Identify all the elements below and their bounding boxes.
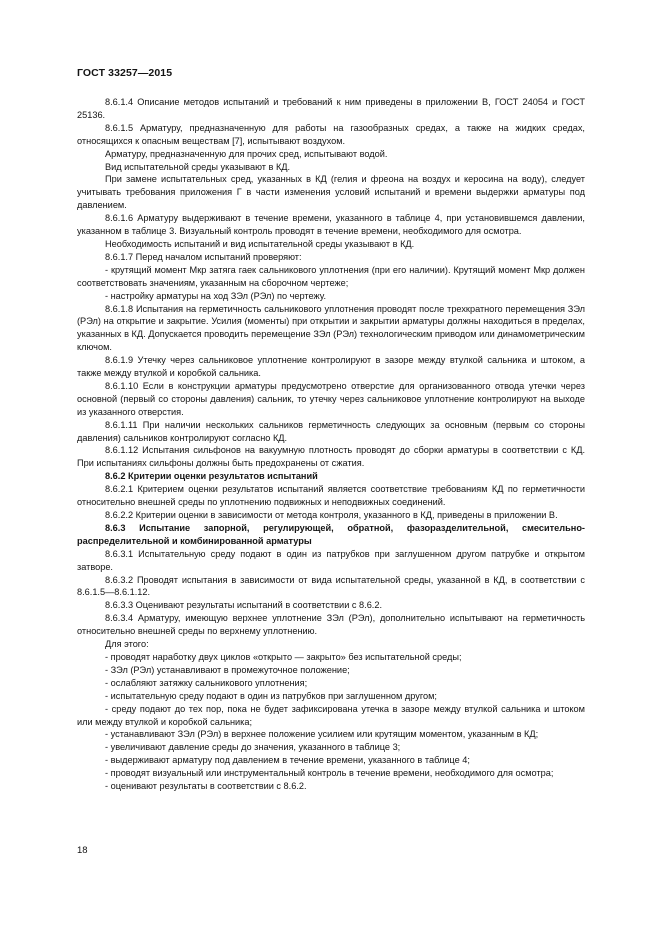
paragraph: Для этого:	[105, 639, 149, 650]
paragraph: 8.6.2.1 Критерием оценки результатов испытаний является соответствие требованиям КД по герметичности относительно внешней среды по уплотнению подвижных и неподвижных соединений.	[77, 484, 585, 508]
paragraph: - увеличивают давление среды до значения, указанного в таблице 3;	[105, 742, 401, 753]
paragraph: При замене испытательных сред, указанных в КД (гелия и фреона на воздух и керосина на воду), следует учитывать требования приложения Г в части изменения условий испытаний и времени выдержки арматуры под давлением.	[77, 174, 585, 211]
paragraph: - выдерживают арматуру под давлением в течение времени, указанного в таблице 4;	[105, 755, 470, 766]
document-header: ГОСТ 33257—2015	[77, 67, 173, 79]
paragraph: - ослабляют затяжку сальникового уплотнения;	[105, 677, 308, 688]
paragraph: 8.6.1.12 Испытания сильфонов на вакуумную плотность проводят до сборки арматуры в соответствии с КД. При испытаниях сильфоны должны быть предохранены от сжатия.	[77, 445, 585, 469]
paragraph: 8.6.1.4 Описание методов испытаний и требований к ним приведены в приложении В, ГОСТ 24054 и ГОСТ 25136.	[77, 97, 585, 120]
paragraph: - крутящий момент Mкр затяга гаек сальникового уплотнения (при его наличии). Крутящий момент Mкр должен соответствовать значениям, указанным на сборочном чертеже;	[77, 264, 585, 288]
paragraph: 8.6.2.2 Критерии оценки в зависимости от метода контроля, указанного в КД, приведены в приложении В.	[105, 510, 558, 520]
paragraph: Необходимость испытаний и вид испытательной среды указывают в КД.	[105, 238, 415, 249]
paragraph: Арматуру, предназначенную для прочих сред, испытывают водой.	[105, 148, 388, 159]
paragraph: - проводят наработку двух циклов «открыто — закрыто» без испытательной среды;	[105, 651, 462, 662]
paragraph: - среду подают до тех пор, пока не будет зафиксирована утечка в зазоре между втулкой сальника и штоком или между втулкой и коробкой сальника;	[77, 703, 585, 727]
document-body	[77, 96, 585, 793]
paragraph: 8.6.3.2 Проводят испытания в зависимости от вида испытательной среды, указанной в КД, в соответствии с 8.6.1.5—8.6.1.12.	[77, 574, 585, 598]
paragraph: - ЗЭл (РЭл) устанавливают в промежуточное положение;	[105, 664, 350, 675]
paragraph: 8.6.3.1 Испытательную среду подают в один из патрубков при заглушенном другом патрубке и открытом затворе.	[77, 548, 585, 572]
paragraph: 8.6.1.9 Утечку через сальниковое уплотнение контролируют в зазоре между втулкой сальника и штоком, а также между втулкой и коробкой сальника.	[77, 355, 585, 379]
paragraph: - устанавливают ЗЭл (РЭл) в верхнее положение усилием или крутящим моментом, указанным в КД;	[105, 729, 539, 740]
section-heading: 8.6.2 Критерии оценки результатов испытаний	[105, 471, 318, 482]
paragraph: 8.6.1.6 Арматуру выдерживают в течение времени, указанного в таблице 4, при установившемся давлении, указанном в таблице 3. Визуальный контроль проводят в течение времени, необходимого для осмотра.	[77, 213, 585, 237]
paragraph: 8.6.3.4 Арматуру, имеющую верхнее уплотнение ЗЭл (РЭл), дополнительно испытывают на герметичность относительно внешней среды по верхнему уплотнению.	[77, 613, 585, 637]
paragraph: 8.6.1.7 Перед началом испытаний проверяют:	[105, 251, 302, 262]
paragraph: 8.6.1.5 Арматуру, предназначенную для работы на газообразных средах, а также на жидких средах, относящихся к опасным веществам [7], испытывают воздухом.	[77, 122, 585, 146]
paragraph: 8.6.1.11 При наличии нескольких сальников герметичность следующих за основным (первым со стороны давления) сальников контролируют согласно КД.	[77, 419, 585, 443]
paragraph: 8.6.1.8 Испытания на герметичность сальникового уплотнения проводят после трехкратного перемещения ЗЭл (РЭл) на открытие и закрытие. Усилия (моменты) при открытии и закрытии арматуры должны находиться в пределах, указанных в КД. Допускается проводить перемещение ЗЭл (РЭл) технологическим приводом или динамометрическим ключом.	[77, 303, 585, 353]
paragraph: - проводят визуальный или инструментальный контроль в течение времени, необходимого для осмотра;	[105, 768, 554, 779]
paragraph: - оценивают результаты в соответствии с 8.6.2.	[105, 781, 307, 792]
paragraph: 8.6.3.3 Оценивают результаты испытаний в соответствии с 8.6.2.	[105, 600, 383, 611]
paragraph: 8.6.1.10 Если в конструкции арматуры предусмотрено отверстие для организованного отвода утечки через основной (первый со стороны давления) сальник, то утечку через сальниковое уплотнение контролируют на выходе из указанного отверстия.	[77, 380, 585, 417]
paragraph: Вид испытательной среды указывают в КД.	[105, 161, 291, 172]
paragraph: - испытательную среду подают в один из патрубков при заглушенном другом;	[105, 690, 437, 701]
section-heading: 8.6.3 Испытание запорной, регулирующей, обратной, фазоразделительной, смесительно-распределительной и комбинированной арматуры	[77, 522, 585, 546]
page-number: 18	[77, 845, 88, 856]
paragraph: - настройку арматуры на ход ЗЭл (РЭл) по чертежу.	[105, 290, 327, 301]
